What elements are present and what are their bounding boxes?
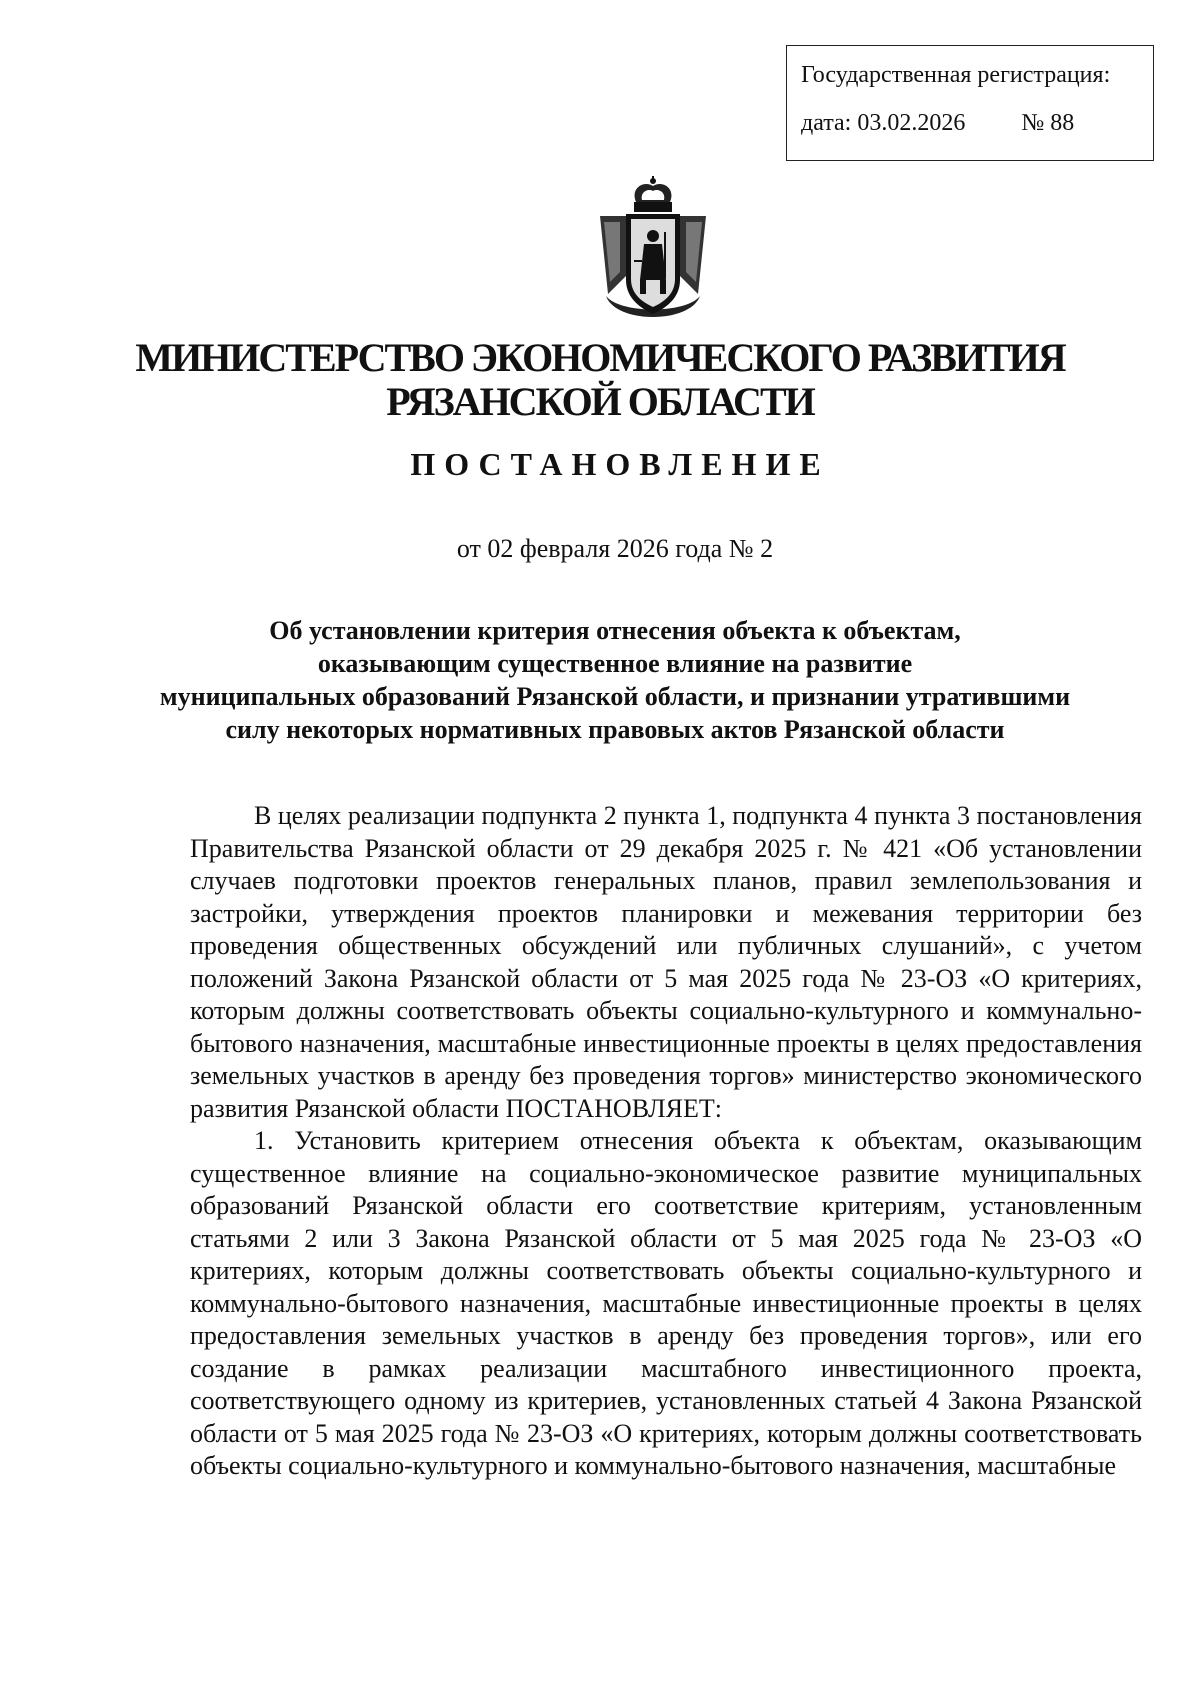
registration-details bbox=[801, 110, 1153, 138]
ryazan-coat-of-arms-icon bbox=[586, 176, 720, 332]
document-title-line: оказывающим существенное влияние на развитие bbox=[317, 649, 913, 678]
document-type: ПОСТАНОВЛЕНИЕ bbox=[410, 446, 830, 482]
registration-number: № 88 bbox=[1021, 109, 1075, 136]
document-title bbox=[0, 614, 1200, 746]
document-title-line: Об установлении критерия отнесения объекта к объектам, bbox=[269, 616, 961, 645]
crown-icon bbox=[634, 176, 672, 212]
document-title-line: муниципальных образований Рязанской области, и признании утратившими bbox=[159, 682, 1071, 711]
registration-title: Государственная регистрация: bbox=[801, 62, 1111, 88]
ministry-name bbox=[0, 336, 1200, 424]
clause-1-paragraph: 1. Установить критерием отнесения объекта к объектам, оказывающим существенное влияние на социально-экономическое развитие муниципальных образований Рязанской области его соответствие критериям, установленным статьями 2 или 3 Закона Рязанской области от 5 мая 2025 года № 23-ОЗ «О критериях, которым должны соответствовать объекты социально-культурного и коммунально-бытового назначения, масштабные инвестиционные проекты в целях предоставления земельных участков в аренду без проведения торгов», или его создание в рамках реализации масштабного инвестиционного проекта, соответствующего одному из критериев, установленных статьей 4 Закона Рязанской области от 5 мая 2025 года № 23-ОЗ «О критериях, которым должны соответствовать объекты социально-культурного и коммунально-бытового назначения, масштабные bbox=[190, 1126, 1142, 1480]
registration-stamp bbox=[786, 45, 1154, 161]
ministry-name-line2: РЯЗАНСКОЙ ОБЛАСТИ bbox=[386, 379, 814, 424]
document-title-line: силу некоторых нормативных правовых актов Рязанской области bbox=[225, 715, 1005, 744]
shield-icon bbox=[626, 214, 680, 314]
registration-date: дата: 03.02.2026 bbox=[801, 109, 966, 136]
ministry-name-line1: МИНИСТЕРСТВО ЭКОНОМИЧЕСКОГО РАЗВИТИЯ bbox=[135, 335, 1065, 380]
document-date: от 02 февраля 2026 года № 2 bbox=[456, 534, 774, 563]
document-body bbox=[190, 800, 1142, 1483]
preamble-paragraph: В целях реализации подпункта 2 пункта 1, подпункта 4 пункта 3 постановления Правительства Рязанской области от 29 декабря 2025 г. № 421 «Об установлении случаев подготовки проектов генеральных планов, правил землепользования и застройки, утверждения проектов планировки и межевания территории без проведения общественных обсуждений или публичных слушаний», с учетом положений Закона Рязанской области от 5 мая 2025 года № 23-ОЗ «О критериях, которым должны соответствовать объекты социально-культурного и коммунально-бытового назначения, масштабные инвестиционные проекты в целях предоставления земельных участков в аренду без проведения торгов» министерство экономического развития Рязанской области ПОСТАНОВЛЯЕТ: bbox=[190, 801, 1142, 1123]
